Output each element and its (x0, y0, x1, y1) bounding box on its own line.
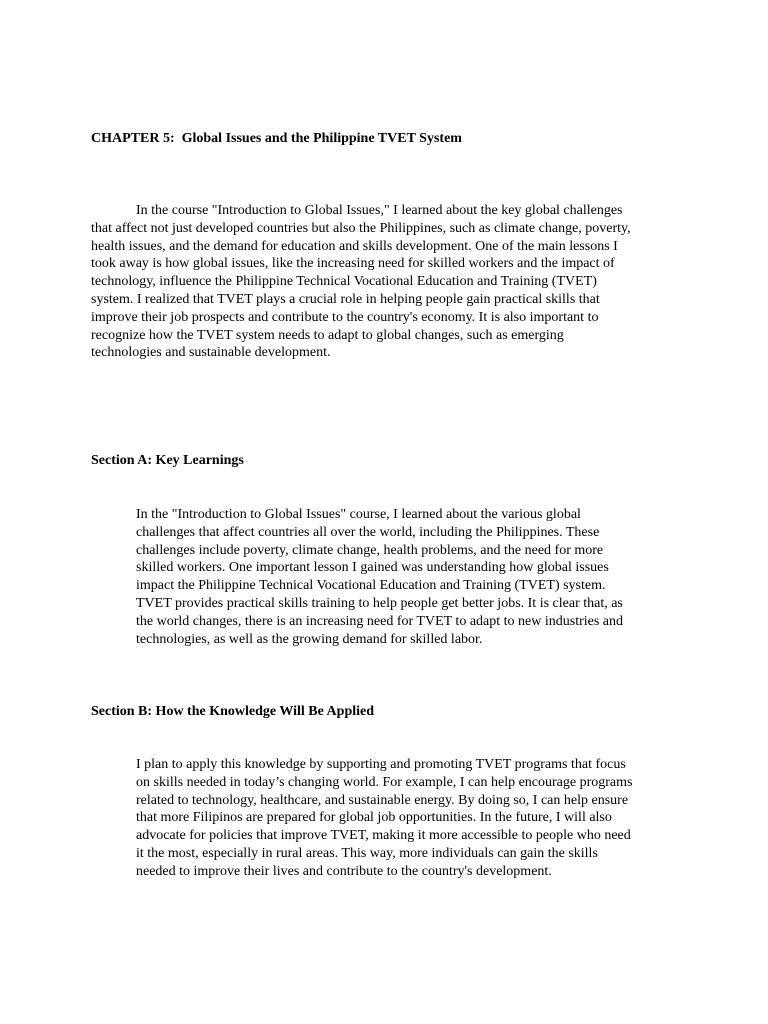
paragraph-line: impact the Philippine Technical Vocational Education and Training (TVET) system. (136, 578, 606, 594)
paragraph-line: In the "Introduction to Global Issues" course, I learned about the various global (136, 507, 581, 522)
paragraph-line: skilled workers. One important lesson I gained was understanding how global issues (136, 560, 609, 576)
paragraph-line: related to technology, healthcare, and sustainable energy. By doing so, I can help ensure (136, 792, 629, 808)
section-b-paragraph (136, 756, 696, 881)
paragraph-line: challenges include poverty, climate change, health problems, and the need for more (136, 542, 604, 558)
section-a-heading: Section A: Key Learnings (91, 453, 244, 468)
paragraph-line: that affect not just developed countries but also the Philippines, such as climate change, poverty, (91, 220, 631, 236)
paragraph-line: system. I realized that TVET plays a crucial role in helping people gain practical skills that (91, 291, 600, 307)
paragraph-line: In the course "Introduction to Global Issues," I learned about the key global challenges (136, 203, 623, 218)
section-a-paragraph (136, 506, 696, 648)
paragraph-line: that more Filipinos are prepared for global job opportunities. In the future, I will also (136, 810, 612, 826)
paragraph-line: the world changes, there is an increasing need for TVET to adapt to new industries and (136, 613, 624, 629)
intro-paragraph (91, 202, 691, 362)
paragraph-line: technology, influence the Philippine Technical Vocational Education and Training (TVET) (91, 274, 597, 290)
paragraph-line: advocate for policies that improve TVET, making it more accessible to people who need (136, 828, 631, 844)
chapter-title: CHAPTER 5: Global Issues and the Philippine TVET System (91, 131, 462, 146)
paragraph-line: improve their job prospects and contribute to the country's economy. It is also important to (91, 309, 599, 325)
paragraph-line: challenges that affect countries all over the world, including the Philippines. These (136, 524, 600, 540)
paragraph-line: recognize how the TVET system needs to adapt to global changes, such as emerging (91, 327, 564, 343)
paragraph-line: health issues, and the demand for education and skills development. One of the main lessons I (91, 238, 618, 254)
section-b-heading: Section B: How the Knowledge Will Be Applied (91, 704, 375, 719)
paragraph-line: on skills needed in today’s changing world. For example, I can help encourage programs (136, 774, 633, 790)
paragraph-line: I plan to apply this knowledge by supporting and promoting TVET programs that focus (136, 757, 626, 772)
paragraph-line: it the most, especially in rural areas. This way, more individuals can gain the skills (136, 845, 598, 861)
paragraph-line: took away is how global issues, like the increasing need for skilled workers and the impact of (91, 256, 615, 272)
paragraph-line: needed to improve their lives and contribute to the country's development. (136, 863, 552, 879)
paragraph-line: technologies, as well as the growing demand for skilled labor. (136, 631, 483, 647)
paragraph-line: technologies and sustainable development. (91, 345, 331, 361)
paragraph-line: TVET provides practical skills training to help people get better jobs. It is clear that, as (136, 595, 623, 611)
